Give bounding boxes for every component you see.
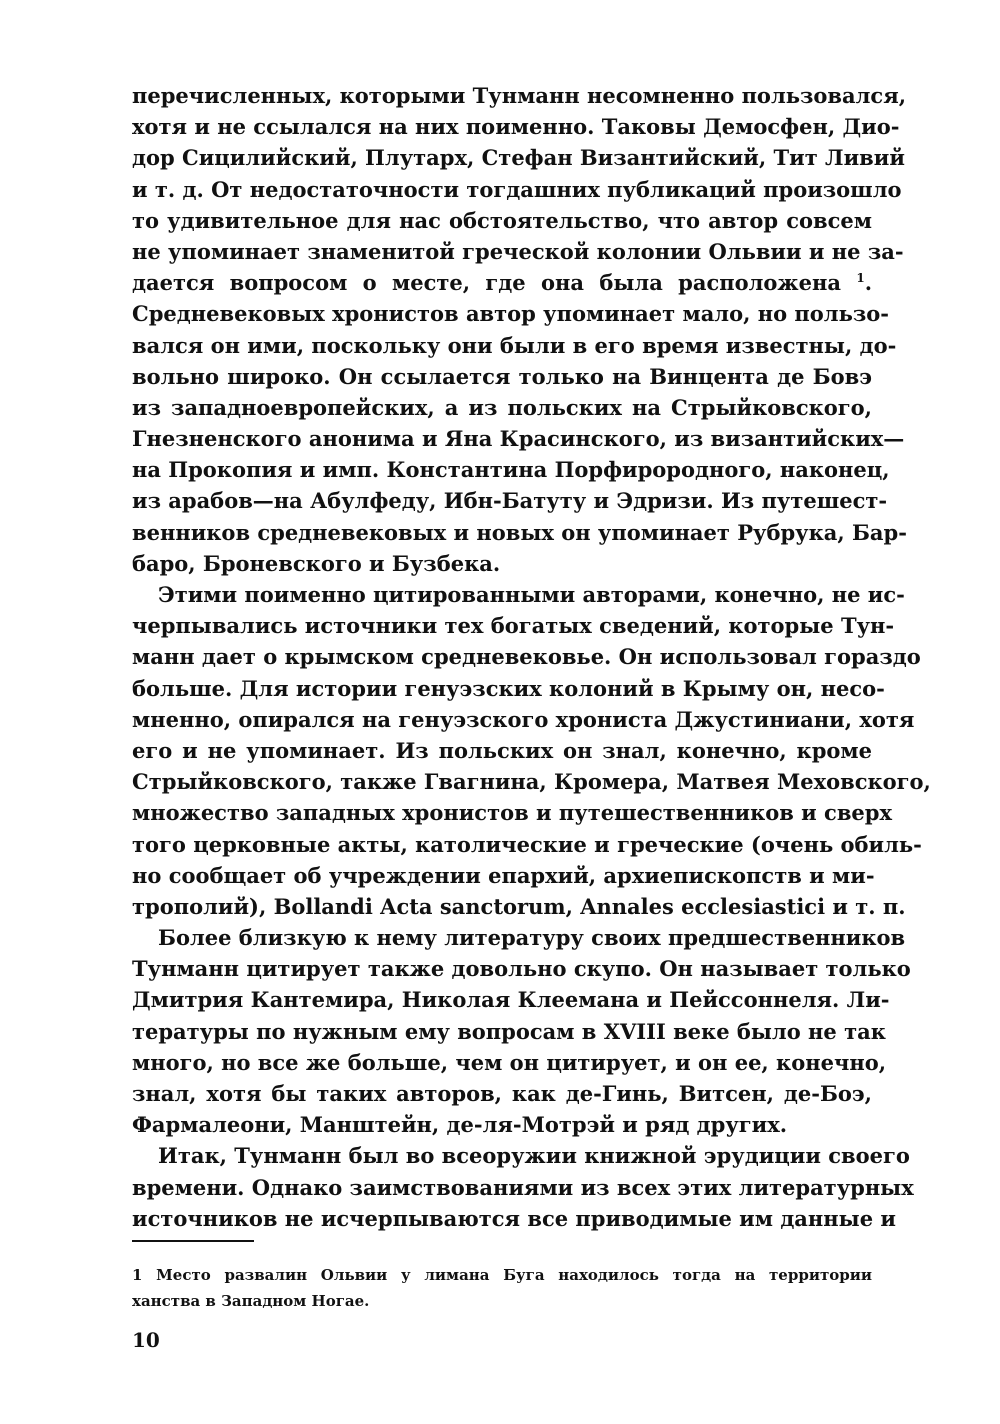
text-line: на Прокопия и имп. Константина Порфирородного, наконец, (132, 457, 890, 483)
text-line: из арабов—на Абулфеду, Ибн-Батуту и Эдризи. Из путешест- (132, 488, 888, 514)
footnote-divider (132, 1240, 254, 1242)
text-line: Дмитрия Кантемира, Николая Клеемана и Пейссоннеля. Ли- (132, 987, 890, 1013)
text-line: Тунманн цитирует также довольно скупо. Он называет только (132, 956, 911, 982)
footnote-text: Место развалин Ольвии у лимана Буга находилось тогда на территории (156, 1266, 872, 1284)
page-number: 10 (132, 1328, 160, 1352)
text-line: Стрыйковского, также Гвагнина, Кромера, Матвея Меховского, (132, 769, 931, 795)
text-line: знал, хотя бы таких авторов, как де-Гинь, Витсен, де-Боэ, (132, 1081, 872, 1106)
text-line: Гнезненского анонима и Яна Красинского, из византийских— (132, 426, 905, 452)
text-line: вольно широко. Он ссылается только на Винцента де Бовэ (132, 363, 872, 389)
text-line: не упоминает знаменитой греческой колонии Ольвии и не за- (132, 238, 904, 264)
text-line: дается вопросом о месте, где она была расположена $^1$. (132, 270, 872, 296)
main-text (132, 80, 931, 1234)
text-line: Средневековых хронистов автор упоминает мало, но пользо- (132, 301, 889, 327)
text-line: много, но все же больше, чем он цитирует, и он ее, конечно, (132, 1049, 887, 1075)
text-line: больше. Для истории генуэзских колоний в Крыму он, несо- (132, 675, 885, 701)
text-line: трополий), Bollandi Acta sanctorum, Annales ecclesiastici и т. п. (132, 893, 906, 919)
footnote-reference[interactable]: 1 (856, 271, 865, 286)
text-line: Более близкую к нему литературу своих предшественников (158, 925, 906, 951)
text-line: времени. Однако заимствованиями из всех этих литературных (132, 1174, 914, 1200)
text-line: мненно, опирался на генуэзского хрониста Джустиниани, хотя (132, 706, 915, 732)
text-line: то удивительное для нас обстоятельство, что автор совсем (132, 207, 872, 233)
text-line: хотя и не ссылался на них поименно. Таковы Демосфен, Дио- (132, 114, 900, 140)
text-line: венников средневековых и новых он упоминает Рубрука, Бар- (132, 519, 907, 545)
footnote-line (132, 1262, 872, 1288)
text-line: того церковные акты, католические и греческие (очень обиль- (132, 831, 922, 857)
paragraph (132, 579, 931, 922)
paragraph (132, 1140, 914, 1234)
text-line: баро, Броневского и Бузбека. (132, 550, 501, 576)
text-line: Итак, Тунманн был во всеоружии книжной эрудиции своего (158, 1143, 910, 1169)
text-line: его и не упоминает. Из польских он знал, конечно, кроме (132, 737, 872, 763)
text-line: тературы по нужным ему вопросам в XVIII веке было не так (132, 1018, 886, 1044)
text-line: множество западных хронистов и путешественников и сверх (132, 800, 892, 826)
text-line: Этими поименно цитированными авторами, конечно, не ис- (158, 582, 905, 607)
paragraph (132, 922, 911, 1140)
text-line: вался он ими, поскольку они были в его время известны, до- (132, 332, 897, 358)
text-line: Фармалеони, Манштейн, де-ля-Мотрэй и ряд других. (132, 1112, 788, 1138)
text-line: перечисленных, которыми Тунманн несомненно пользовался, (132, 83, 907, 108)
footnote-line: ханства в Западном Ногае. (132, 1292, 370, 1310)
footnote (132, 1262, 872, 1314)
text-line: черпывались источники тех богатых сведений, которые Тун- (132, 613, 895, 639)
text-line: но сообщает об учреждении епархий, архиепископств и ми- (132, 862, 875, 888)
text-line: манн дает о крымском средневековье. Он использовал гораздо (132, 644, 921, 670)
paragraph (132, 80, 907, 579)
text-line: источников не исчерпываются все приводимые им данные и (132, 1205, 896, 1231)
footnote-number: 1 (132, 1266, 143, 1284)
text-line: и т. д. От недостаточности тогдашних публикаций произошло (132, 176, 902, 202)
text-line: дор Сицилийский, Плутарх, Стефан Византийский, Тит Ливий (132, 145, 905, 171)
text-line: из западноевропейских, а из польских на Стрыйковского, (132, 394, 872, 420)
